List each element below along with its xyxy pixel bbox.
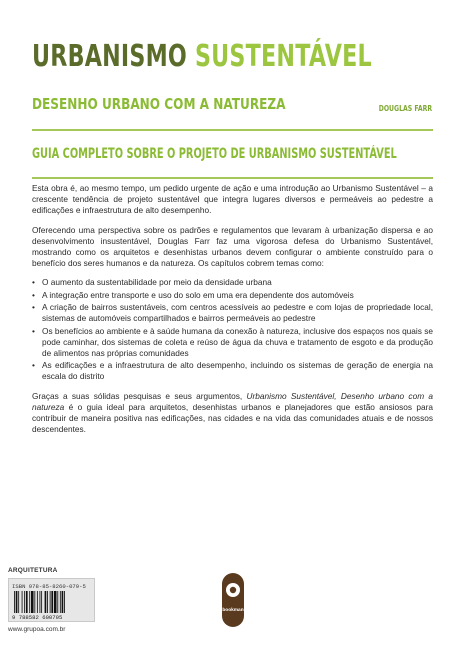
guide-heading: GUIA COMPLETO SOBRE O PROJETO DE URBANISMO SUSTENTÁVEL xyxy=(32,146,397,162)
author-name: DOUGLAS FARR xyxy=(378,104,432,113)
title-word-sustentavel: SUSTENTÁVEL xyxy=(194,39,372,74)
list-item: • A criação de bairros sustentáveis, com centros acessíveis ao pedestre e com lojas de propriedade local, sistemas de automóveis compartilhados e bairros permeáveis ao pedestre xyxy=(32,302,433,323)
list-item: • As edificações e a infraestrutura de alto desempenho, incluindo os sistemas de geração de energia na escala do distrito xyxy=(32,360,433,381)
barcode-icon xyxy=(12,591,92,613)
list-item: • A integração entre transporte e uso do solo em uma era dependente dos automóveis xyxy=(32,289,354,300)
title-word-urbanismo: URBANISMO xyxy=(32,39,188,74)
publisher-name: bookman xyxy=(222,608,244,613)
isbn-text: ISBN 978-85-8260-079-5 xyxy=(12,583,86,590)
paragraph-perspective: Oferecendo uma perspectiva sobre os padrões e regulamentos que levaram à urbanização dispersa e ao desenvolvimento insustentável, Douglas Farr faz uma vigorosa defesa do Urbanismo Sustentável, mostrando como os arquitetos e desenhistas urbanos devem configurar o ambiente construído para o benefício dos seres humanos e da natureza. Os capítulos cobrem temas como: xyxy=(32,224,433,268)
list-item: • Os benefícios ao ambiente e à saúde humana da conexão à natureza, inclusive dos espaços nos quais se pode caminhar, dos sistemas de coleta e reúso de água da chuva e tratamento de esgoto e da produção de alimentos nas próprias comunidades xyxy=(32,325,433,358)
description-body xyxy=(32,183,433,444)
barcode-digits: 9 788582 600795 xyxy=(12,614,63,621)
book-title-italic: Urbanismo Sustentável, Desenho urbano com a natureza xyxy=(32,391,433,412)
paragraph-conclusion: Graças a suas sólidas pesquisas e seus argumentos, Urbanismo Sustentável, Desenho urbano com a natureza é o guia ideal para arquitetos, desenhistas urbanos e planejadores que estão ansiosos para contribuir de maneira positiva nas edificações, nas cidades e na vida das comunidades atuais e de nossos descendentes. xyxy=(32,391,433,434)
website-link[interactable]: www.grupoa.com.br xyxy=(8,626,66,633)
paragraph-intro: Esta obra é, ao mesmo tempo, um pedido urgente de ação e uma introdução ao Urbanismo Sustentável – a crescente tendência de projeto sustentável que integra lugares diversos e permeáveis ao pedestre a edificações e infraestrutura de alto desempenho. xyxy=(32,183,433,215)
book-subtitle: DESENHO URBANO COM A NATUREZA xyxy=(32,95,286,113)
list-item: • O aumento da sustentabilidade por meio da densidade urbana xyxy=(32,277,272,287)
bullet-icon: • xyxy=(32,277,35,287)
category-label: ARQUITETURA xyxy=(8,567,58,574)
bullet-icon: • xyxy=(32,289,35,300)
publisher-logo-icon xyxy=(220,573,246,627)
book-title xyxy=(32,40,372,74)
divider-top xyxy=(32,129,433,131)
bullet-icon: • xyxy=(32,302,35,312)
divider-bottom xyxy=(32,177,433,179)
topics-list xyxy=(32,277,433,382)
bullet-icon: • xyxy=(32,360,35,370)
bullet-icon: • xyxy=(32,325,35,336)
